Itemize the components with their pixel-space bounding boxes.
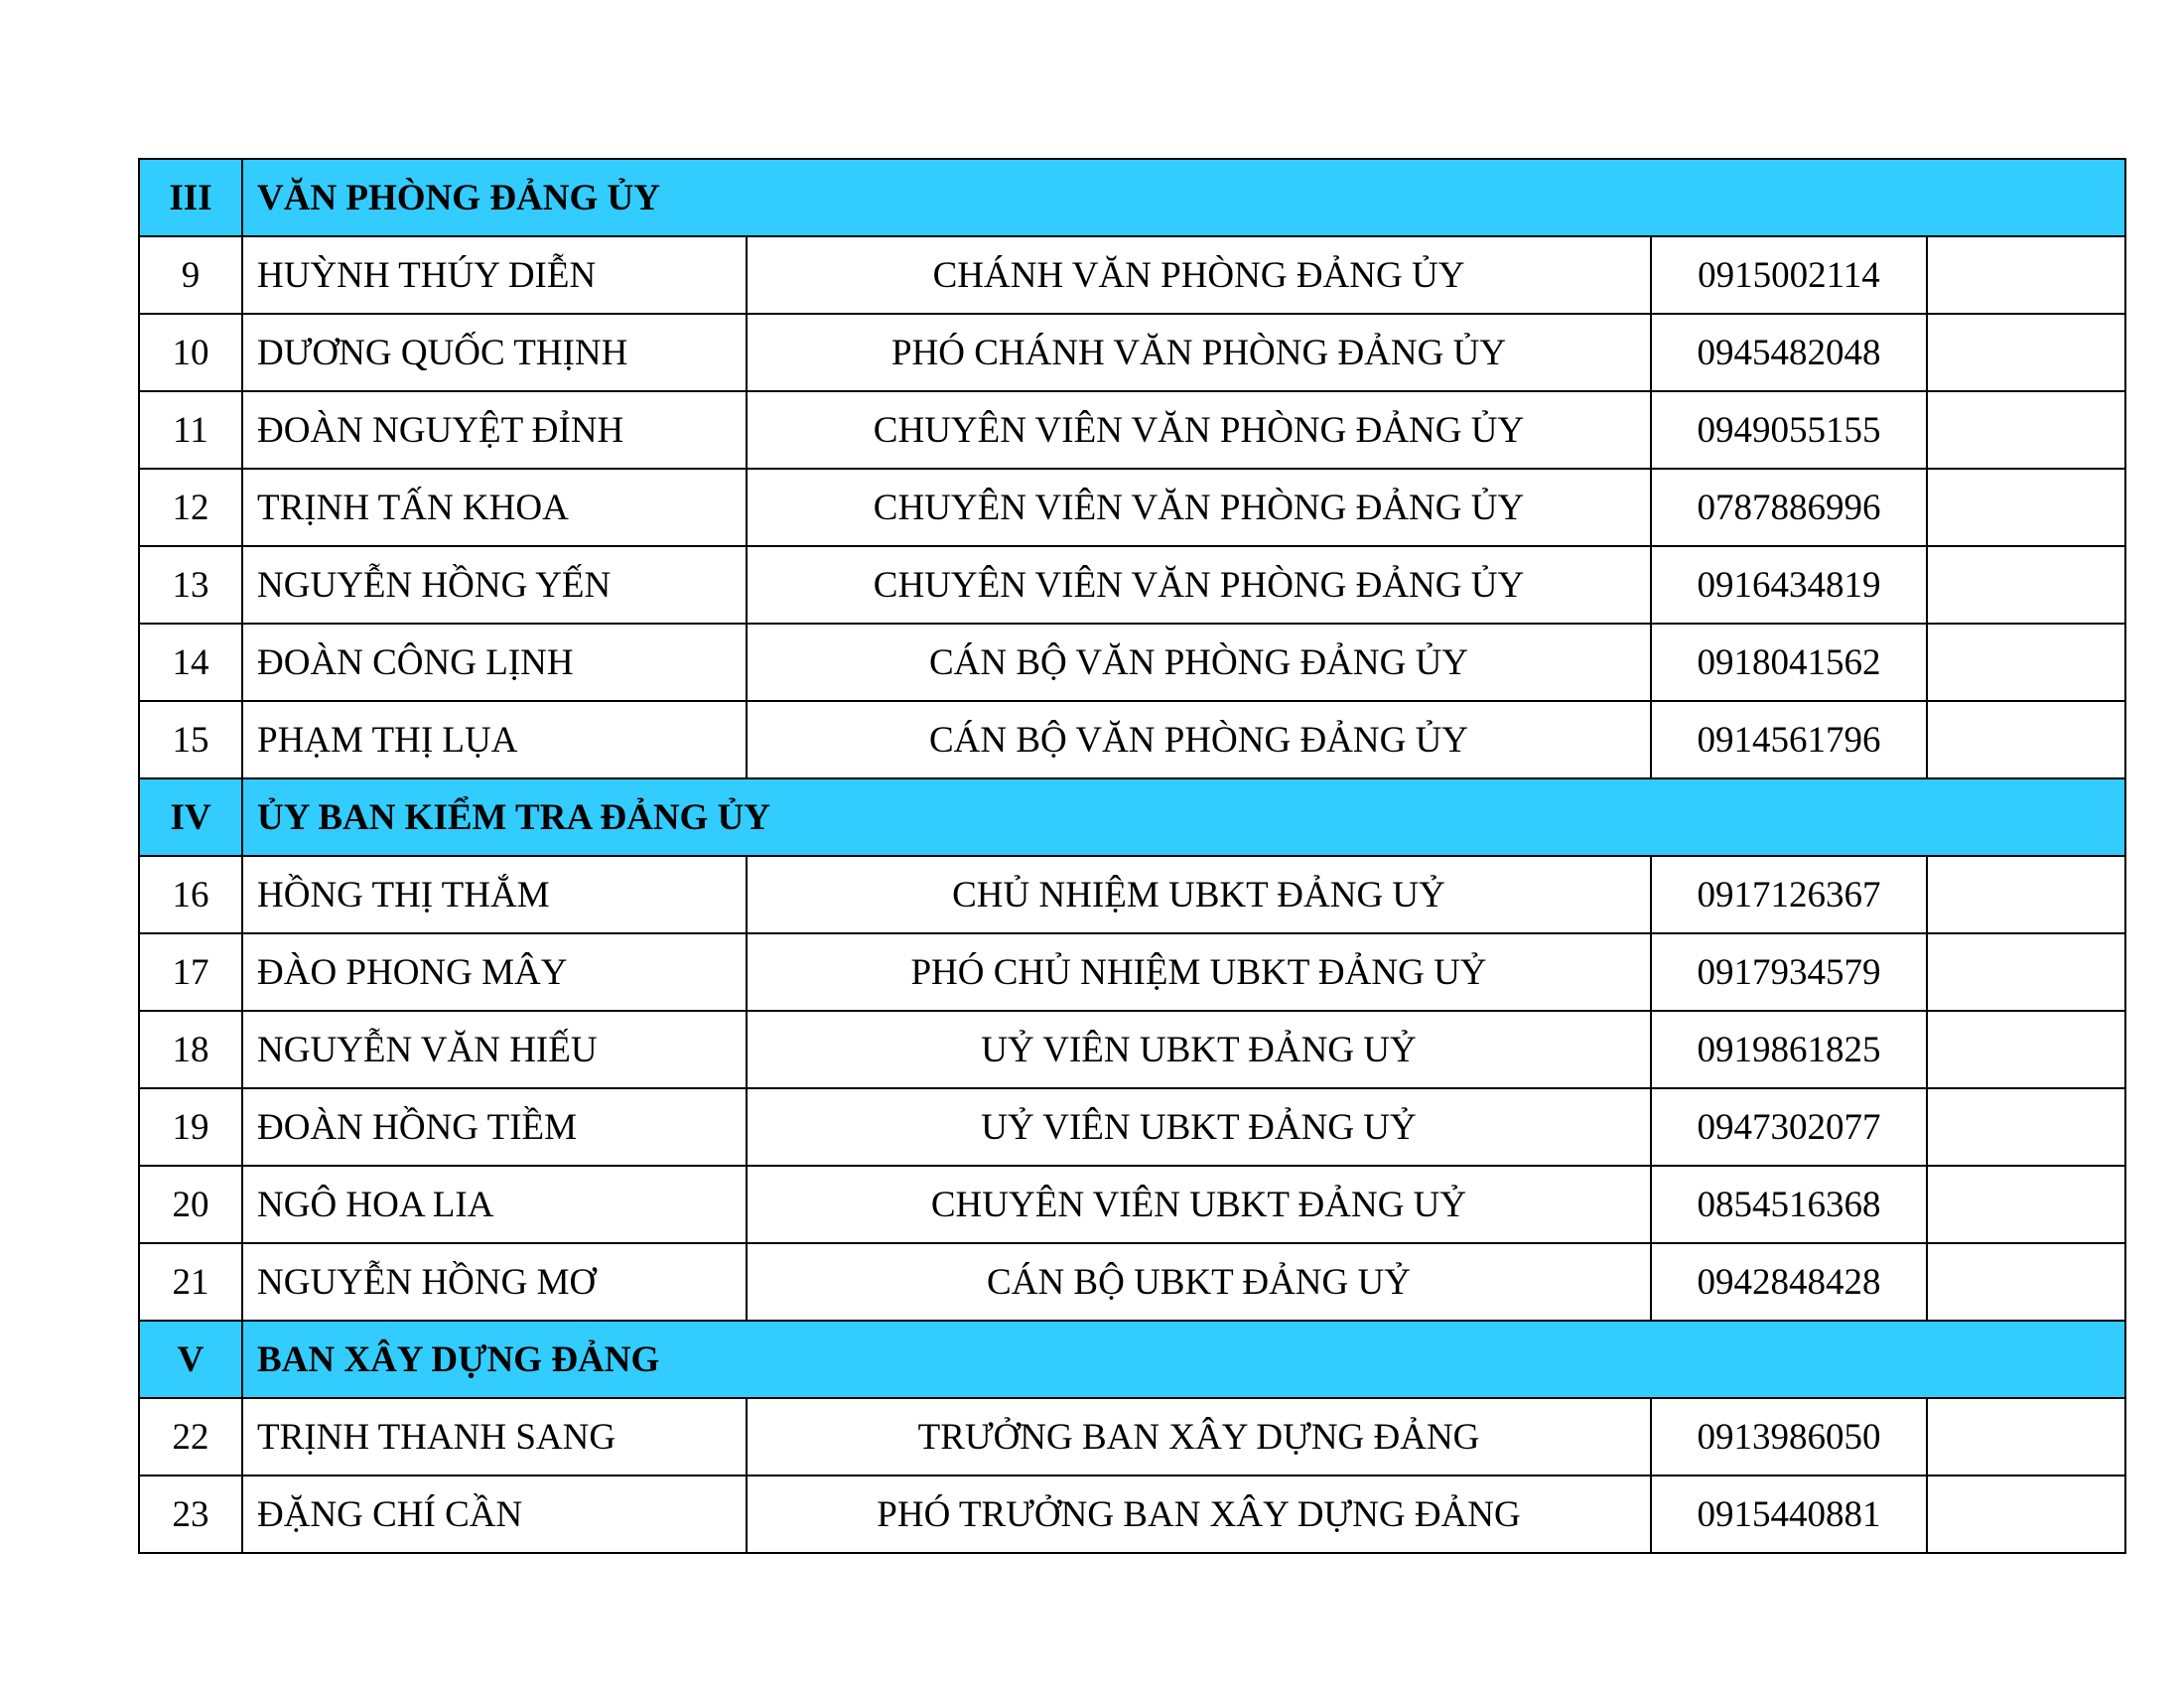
section-title: ỦY BAN KIỂM TRA ĐẢNG ỦY [242, 778, 2125, 856]
table-row [139, 1011, 2125, 1088]
phone-number: 0915440881 [1651, 1476, 1927, 1553]
row-number: 22 [139, 1398, 242, 1476]
row-number: 17 [139, 933, 242, 1011]
job-title: PHÓ TRƯỞNG BAN XÂY DỰNG ĐẢNG [747, 1476, 1651, 1553]
table-row [139, 236, 2125, 314]
note-cell [1927, 701, 2125, 778]
phone-number: 0854516368 [1651, 1166, 1927, 1243]
row-number: 15 [139, 701, 242, 778]
person-name: ĐẶNG CHÍ CẦN [242, 1476, 747, 1553]
phone-number: 0915002114 [1651, 236, 1927, 314]
person-name: TRỊNH THANH SANG [242, 1398, 747, 1476]
table-row [139, 856, 2125, 933]
table-row [139, 701, 2125, 778]
section-number: V [139, 1321, 242, 1398]
table-row [139, 624, 2125, 701]
person-name: NGUYỄN HỒNG MƠ [242, 1243, 747, 1321]
job-title: CÁN BỘ VĂN PHÒNG ĐẢNG ỦY [747, 624, 1651, 701]
note-cell [1927, 624, 2125, 701]
row-number: 10 [139, 314, 242, 391]
phone-number: 0917934579 [1651, 933, 1927, 1011]
note-cell [1927, 1398, 2125, 1476]
row-number: 9 [139, 236, 242, 314]
row-number: 18 [139, 1011, 242, 1088]
job-title: UỶ VIÊN UBKT ĐẢNG UỶ [747, 1011, 1651, 1088]
job-title: CHUYÊN VIÊN VĂN PHÒNG ĐẢNG ỦY [747, 391, 1651, 469]
row-number: 12 [139, 469, 242, 546]
phone-number: 0916434819 [1651, 546, 1927, 624]
row-number: 19 [139, 1088, 242, 1166]
table-row [139, 1243, 2125, 1321]
note-cell [1927, 1088, 2125, 1166]
job-title: CHỦ NHIỆM UBKT ĐẢNG UỶ [747, 856, 1651, 933]
person-name: ĐÀO PHONG MÂY [242, 933, 747, 1011]
person-name: ĐOÀN CÔNG LỊNH [242, 624, 747, 701]
directory-body [139, 159, 2125, 1553]
row-number: 11 [139, 391, 242, 469]
table-row [139, 1398, 2125, 1476]
note-cell [1927, 314, 2125, 391]
row-number: 14 [139, 624, 242, 701]
person-name: TRỊNH TẤN KHOA [242, 469, 747, 546]
phone-number: 0945482048 [1651, 314, 1927, 391]
section-title: BAN XÂY DỰNG ĐẢNG [242, 1321, 2125, 1398]
table-row [139, 391, 2125, 469]
section-header-row [139, 778, 2125, 856]
job-title: CÁN BỘ UBKT ĐẢNG UỶ [747, 1243, 1651, 1321]
note-cell [1927, 1243, 2125, 1321]
job-title: CHÁNH VĂN PHÒNG ĐẢNG ỦY [747, 236, 1651, 314]
job-title: CHUYÊN VIÊN VĂN PHÒNG ĐẢNG ỦY [747, 469, 1651, 546]
note-cell [1927, 391, 2125, 469]
row-number: 23 [139, 1476, 242, 1553]
table-row [139, 314, 2125, 391]
person-name: NGUYỄN VĂN HIẾU [242, 1011, 747, 1088]
row-number: 13 [139, 546, 242, 624]
row-number: 16 [139, 856, 242, 933]
table-row [139, 1166, 2125, 1243]
note-cell [1927, 1476, 2125, 1553]
phone-number: 0919861825 [1651, 1011, 1927, 1088]
person-name: HỒNG THỊ THẮM [242, 856, 747, 933]
note-cell [1927, 1011, 2125, 1088]
person-name: NGUYỄN HỒNG YẾN [242, 546, 747, 624]
job-title: PHÓ CHỦ NHIỆM UBKT ĐẢNG UỶ [747, 933, 1651, 1011]
note-cell [1927, 933, 2125, 1011]
section-number: III [139, 159, 242, 236]
row-number: 21 [139, 1243, 242, 1321]
note-cell [1927, 546, 2125, 624]
person-name: DƯƠNG QUỐC THỊNH [242, 314, 747, 391]
table-row [139, 546, 2125, 624]
table-row [139, 933, 2125, 1011]
note-cell [1927, 1166, 2125, 1243]
section-number: IV [139, 778, 242, 856]
job-title: TRƯỞNG BAN XÂY DỰNG ĐẢNG [747, 1398, 1651, 1476]
job-title: CHUYÊN VIÊN UBKT ĐẢNG UỶ [747, 1166, 1651, 1243]
phone-number: 0913986050 [1651, 1398, 1927, 1476]
phone-number: 0787886996 [1651, 469, 1927, 546]
phone-number: 0949055155 [1651, 391, 1927, 469]
phone-number: 0918041562 [1651, 624, 1927, 701]
note-cell [1927, 856, 2125, 933]
job-title: CÁN BỘ VĂN PHÒNG ĐẢNG ỦY [747, 701, 1651, 778]
job-title: CHUYÊN VIÊN VĂN PHÒNG ĐẢNG ỦY [747, 546, 1651, 624]
person-name: ĐOÀN HỒNG TIỀM [242, 1088, 747, 1166]
row-number: 20 [139, 1166, 242, 1243]
person-name: HUỲNH THÚY DIỄN [242, 236, 747, 314]
section-header-row [139, 159, 2125, 236]
job-title: UỶ VIÊN UBKT ĐẢNG UỶ [747, 1088, 1651, 1166]
phone-number: 0917126367 [1651, 856, 1927, 933]
section-header-row [139, 1321, 2125, 1398]
phone-number: 0942848428 [1651, 1243, 1927, 1321]
table-row [139, 1476, 2125, 1553]
staff-directory-table [138, 158, 2126, 1554]
table-row [139, 1088, 2125, 1166]
person-name: PHẠM THỊ LỤA [242, 701, 747, 778]
note-cell [1927, 469, 2125, 546]
person-name: NGÔ HOA LIA [242, 1166, 747, 1243]
phone-number: 0947302077 [1651, 1088, 1927, 1166]
section-title: VĂN PHÒNG ĐẢNG ỦY [242, 159, 2125, 236]
note-cell [1927, 236, 2125, 314]
job-title: PHÓ CHÁNH VĂN PHÒNG ĐẢNG ỦY [747, 314, 1651, 391]
table-row [139, 469, 2125, 546]
person-name: ĐOÀN NGUYỆT ĐỈNH [242, 391, 747, 469]
phone-number: 0914561796 [1651, 701, 1927, 778]
